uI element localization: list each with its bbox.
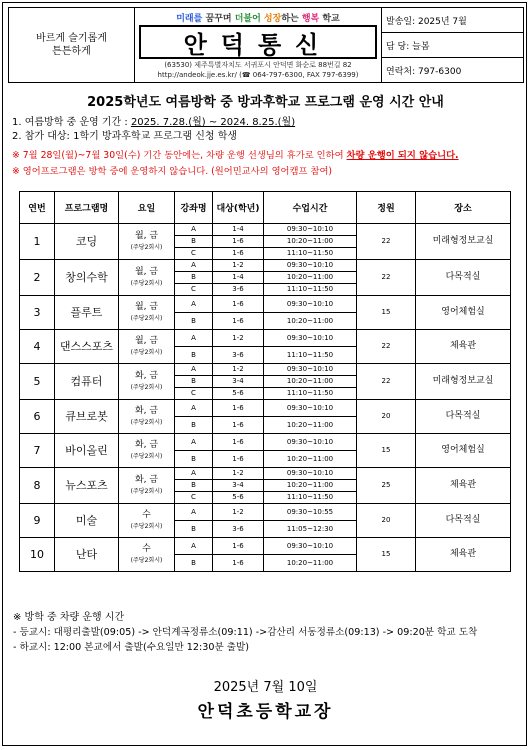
bus-from-school: - 하교시: 12:00 본교에서 출발(수요일만 12:30분 출발): [13, 642, 250, 653]
table-row: [20, 330, 511, 347]
cell-grade: 3-4: [213, 376, 264, 388]
day-note: (주당2회시): [130, 348, 163, 356]
motto-line-2: 튼튼하게: [52, 46, 91, 57]
newsletter-header: [8, 7, 524, 83]
day-text: 수: [142, 543, 151, 554]
cell-class: C: [175, 492, 213, 504]
target-students: 2. 참가 대상: 1학기 방과후학교 프로그램 신청 학생: [12, 131, 238, 142]
cell-grade: 1-6: [213, 451, 264, 468]
website-phone-line: http://andeok.jje.es.kr/ (☎ 064-797-6300, FAX 797-6399): [157, 71, 359, 79]
cell-place: 다목적실: [416, 400, 511, 434]
table-row: [20, 504, 511, 521]
cell-time: 10:20~11:00: [264, 451, 357, 468]
cell-grade: 3-4: [213, 480, 264, 492]
cell-class: A: [175, 434, 213, 451]
cell-time: 11:10~11:50: [264, 284, 357, 296]
cell-grade: 5-6: [213, 388, 264, 400]
cell-class: C: [175, 248, 213, 260]
period-label: 1. 여름방학 중 운영 기간 :: [12, 117, 131, 128]
operation-period: [12, 113, 295, 128]
cell-day: [119, 364, 175, 400]
cell-place: 체육관: [416, 330, 511, 364]
day-note: (주당2회시): [130, 314, 163, 322]
cell-place: 미래형정보교실: [416, 224, 511, 260]
cell-grade: 1-6: [213, 400, 264, 417]
table-row: [20, 296, 511, 313]
cell-no: 6: [20, 400, 55, 434]
cell-grade: 1-6: [213, 248, 264, 260]
cell-day: [119, 296, 175, 330]
cell-program: 코딩: [55, 224, 119, 260]
day-text: 월, 금: [134, 230, 159, 241]
cell-program: 난타: [55, 538, 119, 572]
table-row: [20, 400, 511, 417]
cell-place: 영어체험실: [416, 296, 511, 330]
day-note: (주당2회시): [130, 383, 163, 391]
cell-grade: 1-2: [213, 468, 264, 480]
table-row: [20, 538, 511, 555]
cell-grade: 1-4: [213, 272, 264, 284]
cell-program: 바이올린: [55, 434, 119, 468]
day-note: (주당2회시): [130, 556, 163, 564]
cell-program: 큐브로봇: [55, 400, 119, 434]
cell-time: 10:20~11:00: [264, 272, 357, 284]
cell-day: [119, 538, 175, 572]
cell-day: [119, 468, 175, 504]
cell-no: 9: [20, 504, 55, 538]
cell-time: 09:30~10:10: [264, 364, 357, 376]
cell-class: B: [175, 376, 213, 388]
cell-time: 09:30~10:10: [264, 538, 357, 555]
cell-time: 09:30~10:10: [264, 400, 357, 417]
cell-time: 09:30~10:55: [264, 504, 357, 521]
table-header-row: [20, 192, 511, 224]
cell-capacity: 22: [357, 364, 416, 400]
cell-place: 영어체험실: [416, 434, 511, 468]
cell-grade: 1-6: [213, 434, 264, 451]
cell-class: A: [175, 364, 213, 376]
table-row: [20, 364, 511, 376]
col-header-time: 수업시간: [264, 192, 357, 224]
cell-no: 4: [20, 330, 55, 364]
cell-class: B: [175, 451, 213, 468]
cell-capacity: 15: [357, 538, 416, 572]
cell-no: 1: [20, 224, 55, 260]
day-text: 월, 금: [134, 301, 159, 312]
day-note: (주당2회시): [130, 243, 163, 251]
cell-capacity: 22: [357, 224, 416, 260]
cell-class: A: [175, 296, 213, 313]
col-header-day: 요일: [119, 192, 175, 224]
cell-time: 11:10~11:50: [264, 492, 357, 504]
cell-no: 10: [20, 538, 55, 572]
cell-day: [119, 224, 175, 260]
cell-grade: 1-2: [213, 364, 264, 376]
cell-time: 10:20~11:00: [264, 376, 357, 388]
cell-day: [119, 504, 175, 538]
cell-class: C: [175, 284, 213, 296]
cell-no: 3: [20, 296, 55, 330]
cell-place: 다목적실: [416, 504, 511, 538]
cell-time: 10:20~11:00: [264, 480, 357, 492]
cell-grade: 1-4: [213, 224, 264, 236]
bus-notes-title: ※ 방학 중 차량 운행 시간: [13, 612, 125, 623]
cell-class: A: [175, 400, 213, 417]
cell-time: 09:30~10:10: [264, 330, 357, 347]
cell-time: 10:20~11:00: [264, 417, 357, 434]
day-text: 월, 금: [134, 335, 159, 346]
cell-capacity: 15: [357, 434, 416, 468]
cell-grade: 1-6: [213, 538, 264, 555]
cell-class: B: [175, 555, 213, 572]
school-slogan: [135, 11, 381, 24]
cell-grade: 1-6: [213, 296, 264, 313]
cell-grade: 3-6: [213, 347, 264, 364]
cell-place: 체육관: [416, 538, 511, 572]
day-text: 화, 금: [134, 474, 159, 485]
col-header-place: 장소: [416, 192, 511, 224]
cell-grade: 3-6: [213, 521, 264, 538]
cell-grade: 1-2: [213, 260, 264, 272]
cell-class: B: [175, 480, 213, 492]
issue-date: 발송일: 2025년 7월: [382, 8, 523, 33]
cell-program: 미술: [55, 504, 119, 538]
day-note: (주당2회시): [130, 279, 163, 287]
address-line: (63530) 제주특별자치도 서귀포시 안덕면 화순로 88번길 82: [164, 61, 352, 69]
cell-class: B: [175, 347, 213, 364]
cell-class: B: [175, 313, 213, 330]
day-text: 화, 금: [134, 439, 159, 450]
col-header-grade: 대상(학년): [213, 192, 264, 224]
col-header-program: 프로그램명: [55, 192, 119, 224]
slogan-part: 행복: [301, 14, 320, 24]
cell-time: 10:20~11:00: [264, 313, 357, 330]
cell-grade: 1-6: [213, 555, 264, 572]
cell-class: C: [175, 388, 213, 400]
manager: 담 당: 늘봄: [382, 33, 523, 58]
table-row: [20, 260, 511, 272]
cell-grade: 5-6: [213, 492, 264, 504]
slogan-part: 꿈꾸며: [202, 14, 235, 24]
issue-date-footer: 2025년 7월 10일: [213, 680, 318, 695]
cell-program: 댄스스포츠: [55, 330, 119, 364]
cell-class: A: [175, 224, 213, 236]
day-text: 수: [142, 509, 151, 520]
slogan-part: 학교: [319, 14, 340, 24]
cell-no: 7: [20, 434, 55, 468]
cell-class: A: [175, 330, 213, 347]
cell-class: B: [175, 272, 213, 284]
schedule-table: [19, 191, 511, 572]
cell-day: [119, 434, 175, 468]
cell-class: A: [175, 538, 213, 555]
cell-day: [119, 330, 175, 364]
day-note: (주당2회시): [130, 522, 163, 530]
col-header-class: 강좌명: [175, 192, 213, 224]
table-row: [20, 468, 511, 480]
cell-class: B: [175, 236, 213, 248]
cell-time: 11:10~11:50: [264, 248, 357, 260]
newsletter-title: 안덕통신: [139, 25, 377, 59]
cell-place: 체육관: [416, 468, 511, 504]
day-note: (주당2회시): [130, 452, 163, 460]
cell-capacity: 20: [357, 400, 416, 434]
cell-time: 10:20~11:00: [264, 236, 357, 248]
cell-capacity: 22: [357, 330, 416, 364]
slogan-part: 미래를: [176, 14, 203, 24]
cell-day: [119, 260, 175, 296]
day-text: 화, 금: [134, 370, 159, 381]
cell-grade: 1-2: [213, 330, 264, 347]
cell-time: 09:30~10:10: [264, 260, 357, 272]
cell-time: 09:30~10:10: [264, 296, 357, 313]
cell-no: 2: [20, 260, 55, 296]
issue-info-box: [381, 7, 524, 83]
day-text: 화, 금: [134, 405, 159, 416]
cell-day: [119, 400, 175, 434]
bus-warning: [12, 147, 459, 161]
cell-grade: 1-6: [213, 236, 264, 248]
day-text: 월, 금: [134, 266, 159, 277]
slogan-part: 성장: [263, 14, 282, 24]
cell-grade: 1-6: [213, 313, 264, 330]
english-warning: ※ 영어프로그램은 방학 중에 운영하지 않습니다. (원어민교사의 영어캠프 참여): [12, 166, 333, 177]
cell-time: 09:30~10:10: [264, 434, 357, 451]
col-header-no: 연번: [20, 192, 55, 224]
cell-class: B: [175, 521, 213, 538]
cell-capacity: 22: [357, 260, 416, 296]
bus-warning-text: ※ 7월 28일(월)~7월 30일(수) 기간 동안에는, 차량 운행 선생님의 휴가로 인하여: [12, 150, 347, 161]
day-note: (주당2회시): [130, 487, 163, 495]
page-heading: 2025학년도 여름방학 중 방과후학교 프로그램 운영 시간 안내: [87, 95, 444, 110]
cell-program: 뉴스포츠: [55, 468, 119, 504]
period-value: 2025. 7.28.(월) ~ 2024. 8.25.(월): [130, 117, 296, 128]
school-address: [135, 60, 381, 80]
col-header-capacity: 정원: [357, 192, 416, 224]
table-row: [20, 224, 511, 236]
cell-grade: 1-2: [213, 504, 264, 521]
day-note: (주당2회시): [130, 418, 163, 426]
title-block: [135, 7, 381, 83]
cell-capacity: 20: [357, 504, 416, 538]
table-row: [20, 434, 511, 451]
cell-capacity: 25: [357, 468, 416, 504]
cell-place: 미래형정보교실: [416, 364, 511, 400]
cell-time: 09:30~10:10: [264, 224, 357, 236]
cell-time: 11:10~11:50: [264, 347, 357, 364]
cell-time: 11:05~12:30: [264, 521, 357, 538]
schedule-body: [20, 224, 511, 572]
motto-line-1: 바르게 슬기롭게: [36, 33, 107, 44]
cell-capacity: 15: [357, 296, 416, 330]
contact: 연락처: 797-6300: [386, 67, 462, 77]
bus-to-school: - 등교시: 대평리출발(09:05) -> 안덕계곡정류소(09:11) ->감산리 서동정류소(09:13) -> 09:20분 학교 도착: [13, 627, 478, 638]
principal-signature: 안덕초등학교장: [197, 702, 334, 722]
cell-no: 8: [20, 468, 55, 504]
school-motto-box: [8, 7, 135, 83]
cell-place: 다목적실: [416, 260, 511, 296]
cell-grade: 1-6: [213, 417, 264, 434]
cell-time: 09:30~10:10: [264, 468, 357, 480]
cell-no: 5: [20, 364, 55, 400]
cell-class: A: [175, 260, 213, 272]
cell-program: 창의수학: [55, 260, 119, 296]
slogan-part: 더불어: [234, 14, 261, 24]
cell-program: 플루트: [55, 296, 119, 330]
cell-time: 10:20~11:00: [264, 555, 357, 572]
slogan-part: 하는: [281, 14, 302, 24]
cell-class: A: [175, 468, 213, 480]
cell-class: A: [175, 504, 213, 521]
cell-time: 11:10~11:50: [264, 388, 357, 400]
cell-program: 컴퓨터: [55, 364, 119, 400]
cell-class: B: [175, 417, 213, 434]
bus-warning-emphasis: 차량 운행이 되지 않습니다.: [346, 150, 459, 161]
cell-grade: 3-6: [213, 284, 264, 296]
